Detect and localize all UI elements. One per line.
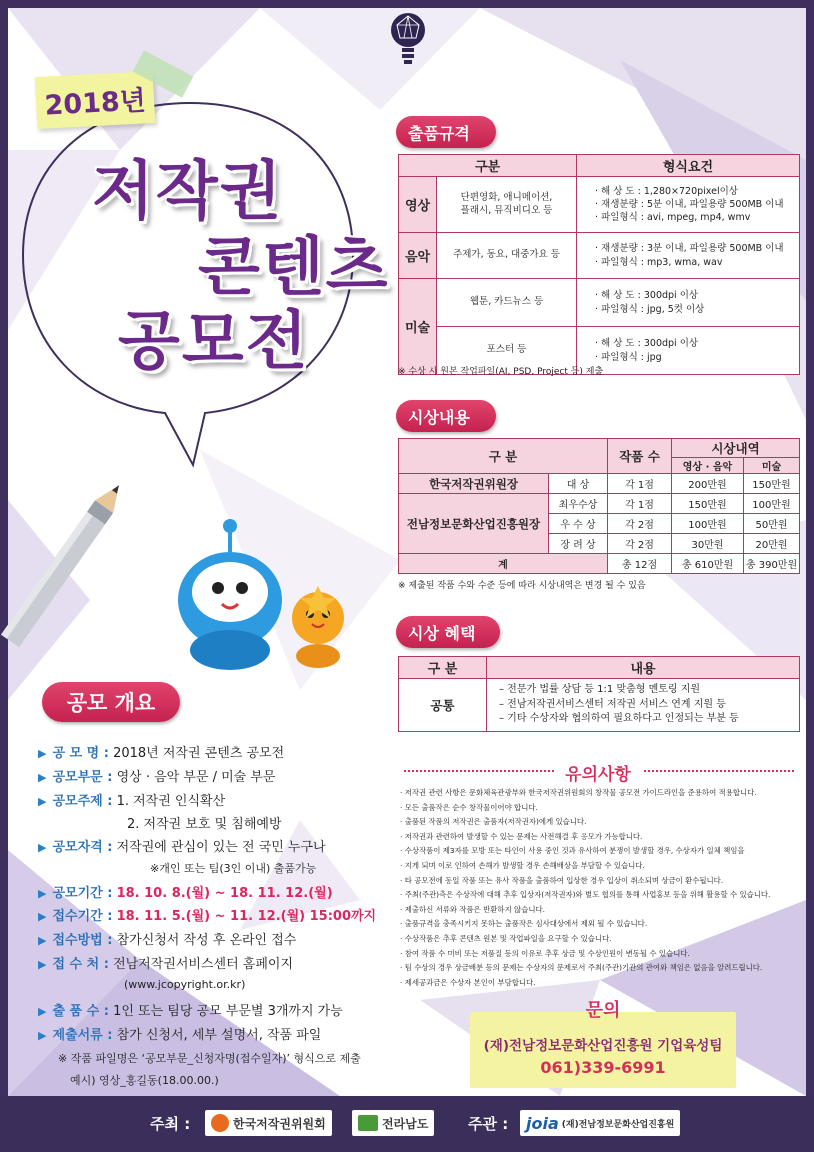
host-org-1	[205, 1110, 332, 1136]
awards-note: ※ 제출된 작품 수와 수준 등에 따라 시상내역은 변경 될 수 있음	[398, 581, 646, 591]
benefits-cat: 공통	[399, 679, 487, 732]
spec-cat: 영상	[399, 177, 437, 233]
title-line-1: 저작권	[92, 155, 284, 229]
triangle-icon: ▶	[38, 771, 47, 784]
triangle-icon: ▶	[38, 958, 47, 971]
benefits-table	[398, 656, 800, 732]
organizer-org	[520, 1110, 680, 1136]
awards-table	[398, 438, 800, 574]
benefits-title-text: 시상 혜택	[408, 623, 476, 643]
footer	[0, 1096, 814, 1152]
spec-note: ※ 수상 시 원본 작업파일(AI, PSD, Project 등) 제출	[398, 367, 604, 377]
triangle-icon: ▶	[38, 1005, 47, 1018]
spec-title-text: 출품규격	[408, 123, 470, 143]
awards-count: 각 2점	[608, 514, 672, 534]
triangle-icon: ▶	[38, 1029, 47, 1042]
awards-org: 한국저작권위원장	[399, 474, 549, 494]
awards-header-art: 미술	[744, 458, 800, 474]
overview-item	[38, 1024, 321, 1043]
benefits-header-content: 내용	[487, 657, 800, 679]
triangle-icon: ▶	[38, 747, 47, 760]
awards-grade: 장 려 상	[549, 534, 608, 554]
awards-total-art: 총 390만원	[744, 554, 800, 574]
host-org-2-text: 전라남도	[382, 1116, 429, 1131]
spec-type: 단편영화, 애니메이션, 플래시, 뮤직비디오 등	[437, 177, 577, 233]
overview-item	[38, 836, 326, 855]
awards-header-prize: 시상내역	[672, 439, 800, 458]
awards-total-video: 총 610만원	[672, 554, 744, 574]
frame-right	[806, 0, 814, 1152]
joia-logo-icon: joia	[526, 1113, 559, 1133]
awards-total-label: 계	[399, 554, 608, 574]
awards-title-text: 시상내용	[408, 407, 470, 427]
overview-title-text: 공모 개요	[66, 691, 156, 715]
contact-phone[interactable]: 061)339-6991	[540, 1058, 666, 1077]
overview-team-note: ※개인 또는 팀(3인 이내) 출품가능	[150, 862, 317, 875]
contact-box	[470, 1000, 736, 1088]
caution-item: · 제출하신 서류와 작품은 반환하지 않습니다.	[400, 903, 798, 918]
mascot-icon	[150, 500, 380, 680]
overview-key: 제출서류 :	[52, 1028, 113, 1043]
overview-value: 2018년 저작권 콘텐츠 공모전	[113, 746, 285, 761]
awards-count: 각 1점	[608, 474, 672, 494]
pencil-icon	[0, 470, 125, 660]
overview-value: 18. 11. 5.(월) ~ 11. 12.(월) 15:00까지	[116, 909, 377, 924]
year-label: 2018년	[43, 84, 147, 122]
awards-video: 30만원	[672, 534, 744, 554]
awards-grade: 우 수 상	[549, 514, 608, 534]
caution-item: · 주최(주관)측은 수상작에 대해 추후 입상자(저작권자)와 별도 협의를 통해 사업홍보 등을 위해 활용할 수 있습니다.	[400, 888, 798, 903]
awards-total-count: 총 12점	[608, 554, 672, 574]
overview-item	[38, 790, 225, 809]
caution-list	[400, 786, 798, 990]
awards-art: 150만원	[744, 474, 800, 494]
awards-video: 100만원	[672, 514, 744, 534]
overview-value: 1. 저작권 인식확산	[116, 794, 226, 809]
awards-header-count: 작품 수	[608, 439, 672, 474]
overview-item-cont	[127, 813, 282, 832]
overview-key: 접수방법 :	[52, 933, 113, 948]
host-label: 주최 :	[150, 1115, 191, 1133]
spec-cat: 음악	[399, 233, 437, 279]
overview-item	[38, 766, 275, 785]
benefits-header-div: 구 분	[399, 657, 487, 679]
spec-title	[396, 116, 496, 148]
organizer-label: 주관 :	[468, 1115, 509, 1133]
awards-count: 각 1점	[608, 494, 672, 514]
overview-value: 1인 또는 팀당 공모 부문별 3개까지 가능	[113, 1004, 343, 1019]
caution-item: · 모든 출품작은 순수 창작물이어야 합니다.	[400, 801, 798, 816]
overview-file-note: ※ 작품 파일명은 ‘공모부문_신청자명(접수일자)’ 형식으로 제출	[58, 1052, 361, 1065]
triangle-icon: ▶	[38, 841, 47, 854]
overview-key: 공모부문 :	[52, 770, 113, 785]
overview-item	[38, 742, 284, 761]
caution-title: 유의사항	[565, 765, 631, 785]
triangle-icon: ▶	[38, 887, 47, 900]
spec-table	[398, 154, 800, 375]
awards-art: 20만원	[744, 534, 800, 554]
overview-key: 공 모 명 :	[52, 746, 109, 761]
awards-art: 50만원	[744, 514, 800, 534]
caution-item: · 저작권 관련 사항은 문화체육관광부와 한국저작권위원회의 창작물 공모전 가이드라인을 준용하여 적용합니다.	[400, 786, 798, 801]
year-badge	[35, 71, 156, 129]
awards-grade: 최우수상	[549, 494, 608, 514]
overview-url[interactable]: (www.jcopyright.or.kr)	[124, 978, 246, 991]
host-org-2	[352, 1110, 434, 1136]
overview-title	[42, 682, 180, 722]
caution-item: · 저작권과 관련하여 발생할 수 있는 문제는 사전해결 후 응모가 가능합니다.	[400, 830, 798, 845]
caution-item: · 수상작품이 제3자를 모방 또는 타인이 사용 중인 것과 유사하여 분쟁이 발생할 경우, 수상자가 일체 책임을	[400, 844, 798, 859]
spec-req: · 해 상 도 : 1,280×720pixel이상 · 재생분량 : 5분 이내, 파일용량 500MB 이내 · 파일형식 : avi, mpeg, mp4, wmv	[577, 177, 800, 233]
awards-video: 200만원	[672, 474, 744, 494]
benefits-list	[487, 679, 800, 732]
triangle-icon: ▶	[38, 795, 47, 808]
organizer-org-text: (재)전남정보문화산업진흥원	[561, 1119, 675, 1130]
frame-top	[0, 0, 814, 8]
triangle-icon: ▶	[38, 910, 47, 923]
caution-item: · 수상작품은 추후 콘텐츠 원본 및 작업파일을 요구할 수 있습니다.	[400, 932, 798, 947]
overview-item	[38, 882, 333, 901]
overview-item	[38, 1000, 343, 1019]
benefit-item: – 기타 수상자와 협의하여 필요하다고 인정되는 부분 등	[499, 713, 739, 724]
overview-key: 공모주제 :	[52, 794, 113, 809]
caution-item-cont: · 지게 되며 이로 인하여 손해가 발생할 경우 손해배상을 부담할 수 있습니다.	[400, 859, 798, 874]
awards-art: 100만원	[744, 494, 800, 514]
title-line-3: 공모전	[118, 305, 310, 379]
overview-item	[38, 953, 293, 972]
spec-req: · 재생분량 : 3분 이내, 파일용량 500MB 이내 · 파일형식 : mp3, wma, wav	[577, 233, 800, 279]
jeonnam-logo-icon	[358, 1115, 378, 1131]
caution-item: · 팀 수상의 경우 상금배분 등의 문제는 수상자의 문제로서 주최(주관)기관의 관여와 책임은 없음을 알려드립니다.	[400, 961, 798, 976]
spec-cat: 미술	[399, 279, 437, 375]
caution-item: · 출품된 작품의 저작권은 출품자(저작권자)에게 있습니다.	[400, 815, 798, 830]
caution-item: · 타 공모전에 동일 작품 또는 유사 작품을 출품하여 입상한 경우 입상이 취소되며 상금이 환수됩니다.	[400, 874, 798, 889]
copyright-commission-logo-icon	[211, 1114, 229, 1132]
benefit-item: – 전남저작권서비스센터 저작권 서비스 연계 지원 등	[499, 698, 726, 710]
lightbulb-icon	[388, 10, 428, 72]
caution-item: · 제세공과금은 수상자 본인이 부담합니다.	[400, 976, 798, 991]
contact-org: (재)전남정보문화산업진흥원 기업육성팀	[483, 1038, 723, 1054]
overview-key: 접 수 처 :	[52, 957, 109, 972]
spec-req: · 해 상 도 : 300dpi 이상 · 파일형식 : jpg, 5컷 이상	[577, 279, 800, 327]
overview-value: 전남저작권서비스센터 홈페이지	[113, 957, 294, 972]
contact-title: 문의	[585, 1000, 621, 1021]
awards-grade: 대 상	[549, 474, 608, 494]
overview-example: 예시) 영상_홍길동(18.00.00.)	[70, 1074, 219, 1087]
overview-key: 접수기간 :	[52, 909, 113, 924]
overview-value: 영상 · 음악 부문 / 미술 부문	[116, 770, 276, 785]
spec-type: 주제가, 동요, 대중가요 등	[437, 233, 577, 279]
spec-type: 포스터 등	[437, 327, 577, 375]
spec-header-div: 구분	[399, 155, 577, 177]
host-org-1-text: 한국저작권위원회	[233, 1116, 326, 1131]
spec-type: 웹툰, 카드뉴스 등	[437, 279, 577, 327]
overview-key: 공모자격 :	[52, 840, 113, 855]
overview-value: 참가신청서 작성 후 온라인 접수	[116, 933, 297, 948]
awards-title	[396, 400, 496, 432]
benefit-item: – 전문가 법률 상담 등 1:1 맞춤형 멘토링 지원	[499, 684, 701, 695]
caution-item: · 참여 작품 수 미비 또는 저품질 등의 이유로 추후 상금 및 수상인원이 변동될 수 있습니다.	[400, 947, 798, 962]
awards-video: 150만원	[672, 494, 744, 514]
awards-header-div: 구 분	[399, 439, 608, 474]
caution-item: · 출품규격을 충족시키지 못하는 출품작은 심사대상에서 제외 될 수 있습니다.	[400, 917, 798, 932]
triangle-icon: ▶	[38, 934, 47, 947]
overview-value: 18. 10. 8.(월) ~ 18. 11. 12.(월)	[116, 886, 333, 901]
overview-value: 참가 신청서, 세부 설명서, 작품 파일	[116, 1028, 322, 1043]
spec-req: · 해 상 도 : 300dpi 이상 · 파일형식 : jpg	[577, 327, 800, 375]
overview-key: 출 품 수 :	[52, 1004, 109, 1019]
overview-value: 2. 저작권 보호 및 침해예방	[127, 817, 282, 832]
overview-key: 공모기간 :	[52, 886, 113, 901]
overview-value: 저작권에 관심이 있는 전 국민 누구나	[116, 840, 326, 855]
title-line-2: 콘텐츠	[198, 231, 390, 305]
awards-header-video: 영상 · 음악	[672, 458, 744, 474]
overview-item	[38, 905, 376, 924]
benefits-title	[396, 616, 500, 648]
awards-org: 전남정보문화산업진흥원장	[399, 494, 549, 554]
awards-count: 각 2점	[608, 534, 672, 554]
spec-header-req: 형식요건	[577, 155, 800, 177]
overview-item	[38, 929, 296, 948]
